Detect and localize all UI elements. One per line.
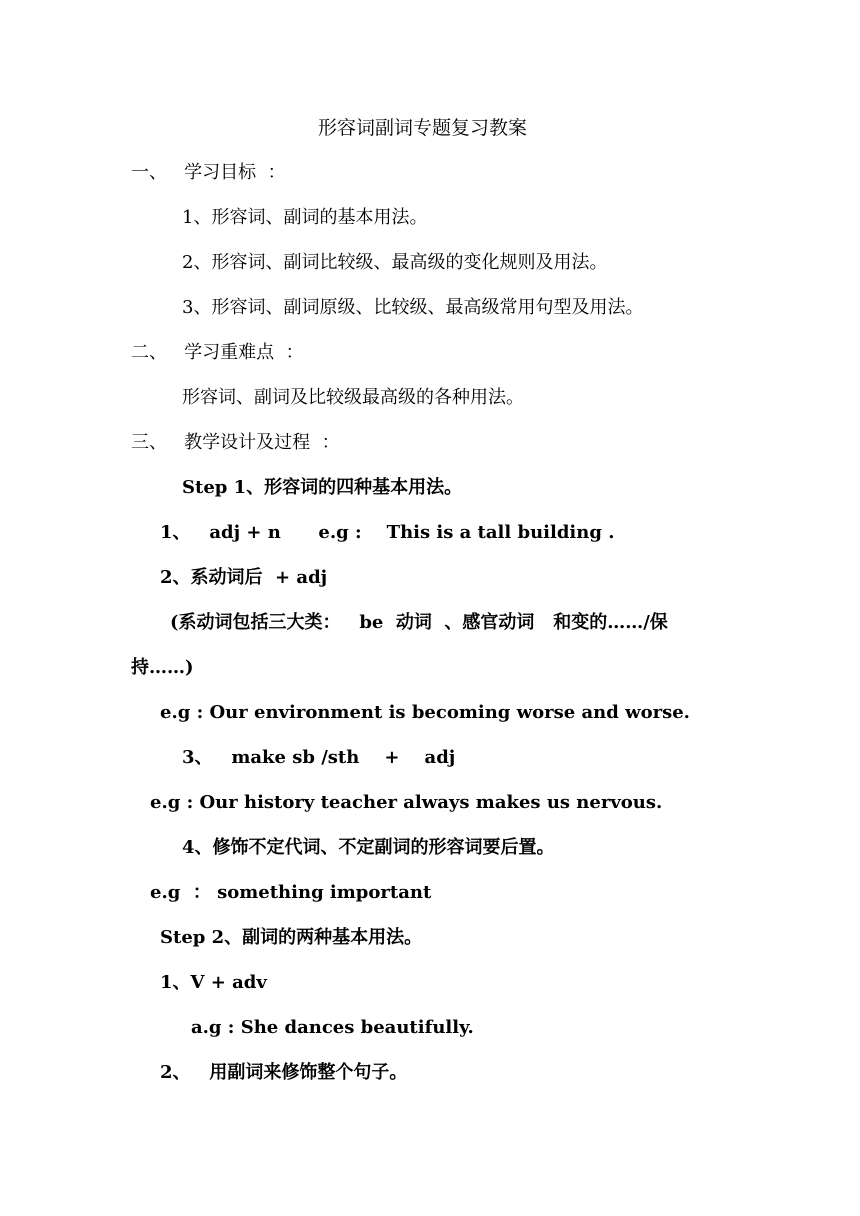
section-heading-key-points: 二、 学习重难点 ： <box>131 342 304 363</box>
document-title: 形容词副词专题复习教案 <box>318 117 528 139</box>
example-environment: e.g : Our environment is becoming worse and worse. <box>160 702 690 723</box>
adj-usage-3: 3、 make sb /sth + adj <box>182 747 456 768</box>
key-points-text: 形容词、副词及比较级最高级的各种用法。 <box>182 387 524 408</box>
section-heading-learning-goals: 一、 学习目标 ： <box>131 162 286 183</box>
goal-item-2: 2、形容词、副词比较级、最高级的变化规则及用法。 <box>182 252 608 273</box>
adj-usage-1: 1、 adj + n e.g : This is a tall building . <box>160 522 615 543</box>
section-heading-teaching-design: 三、 教学设计及过程 ： <box>131 432 340 453</box>
linking-verb-note-cont: 持……) <box>131 657 194 678</box>
adv-usage-2: 2、 用副词来修饰整个句子。 <box>160 1062 408 1083</box>
step-1-heading: Step 1、形容词的四种基本用法。 <box>182 477 463 498</box>
goal-item-3: 3、形容词、副词原级、比较级、最高级常用句型及用法。 <box>182 297 644 318</box>
example-something-important: e.g ： something important <box>150 882 432 903</box>
adj-usage-4: 4、修饰不定代词、不定副词的形容词要后置。 <box>182 837 555 858</box>
example-dances: a.g : She dances beautifully. <box>191 1017 474 1038</box>
example-history-teacher: e.g : Our history teacher always makes us nervous. <box>150 792 663 813</box>
goal-item-1: 1、形容词、副词的基本用法。 <box>182 207 428 228</box>
adv-usage-1: 1、V + adv <box>160 972 267 993</box>
linking-verb-note: (系动词包括三大类： be 动词 、感官动词 和变的……/保 <box>170 612 668 633</box>
step-2-heading: Step 2、副词的两种基本用法。 <box>160 927 423 948</box>
adj-usage-2: 2、系动词后 + adj <box>160 567 328 588</box>
